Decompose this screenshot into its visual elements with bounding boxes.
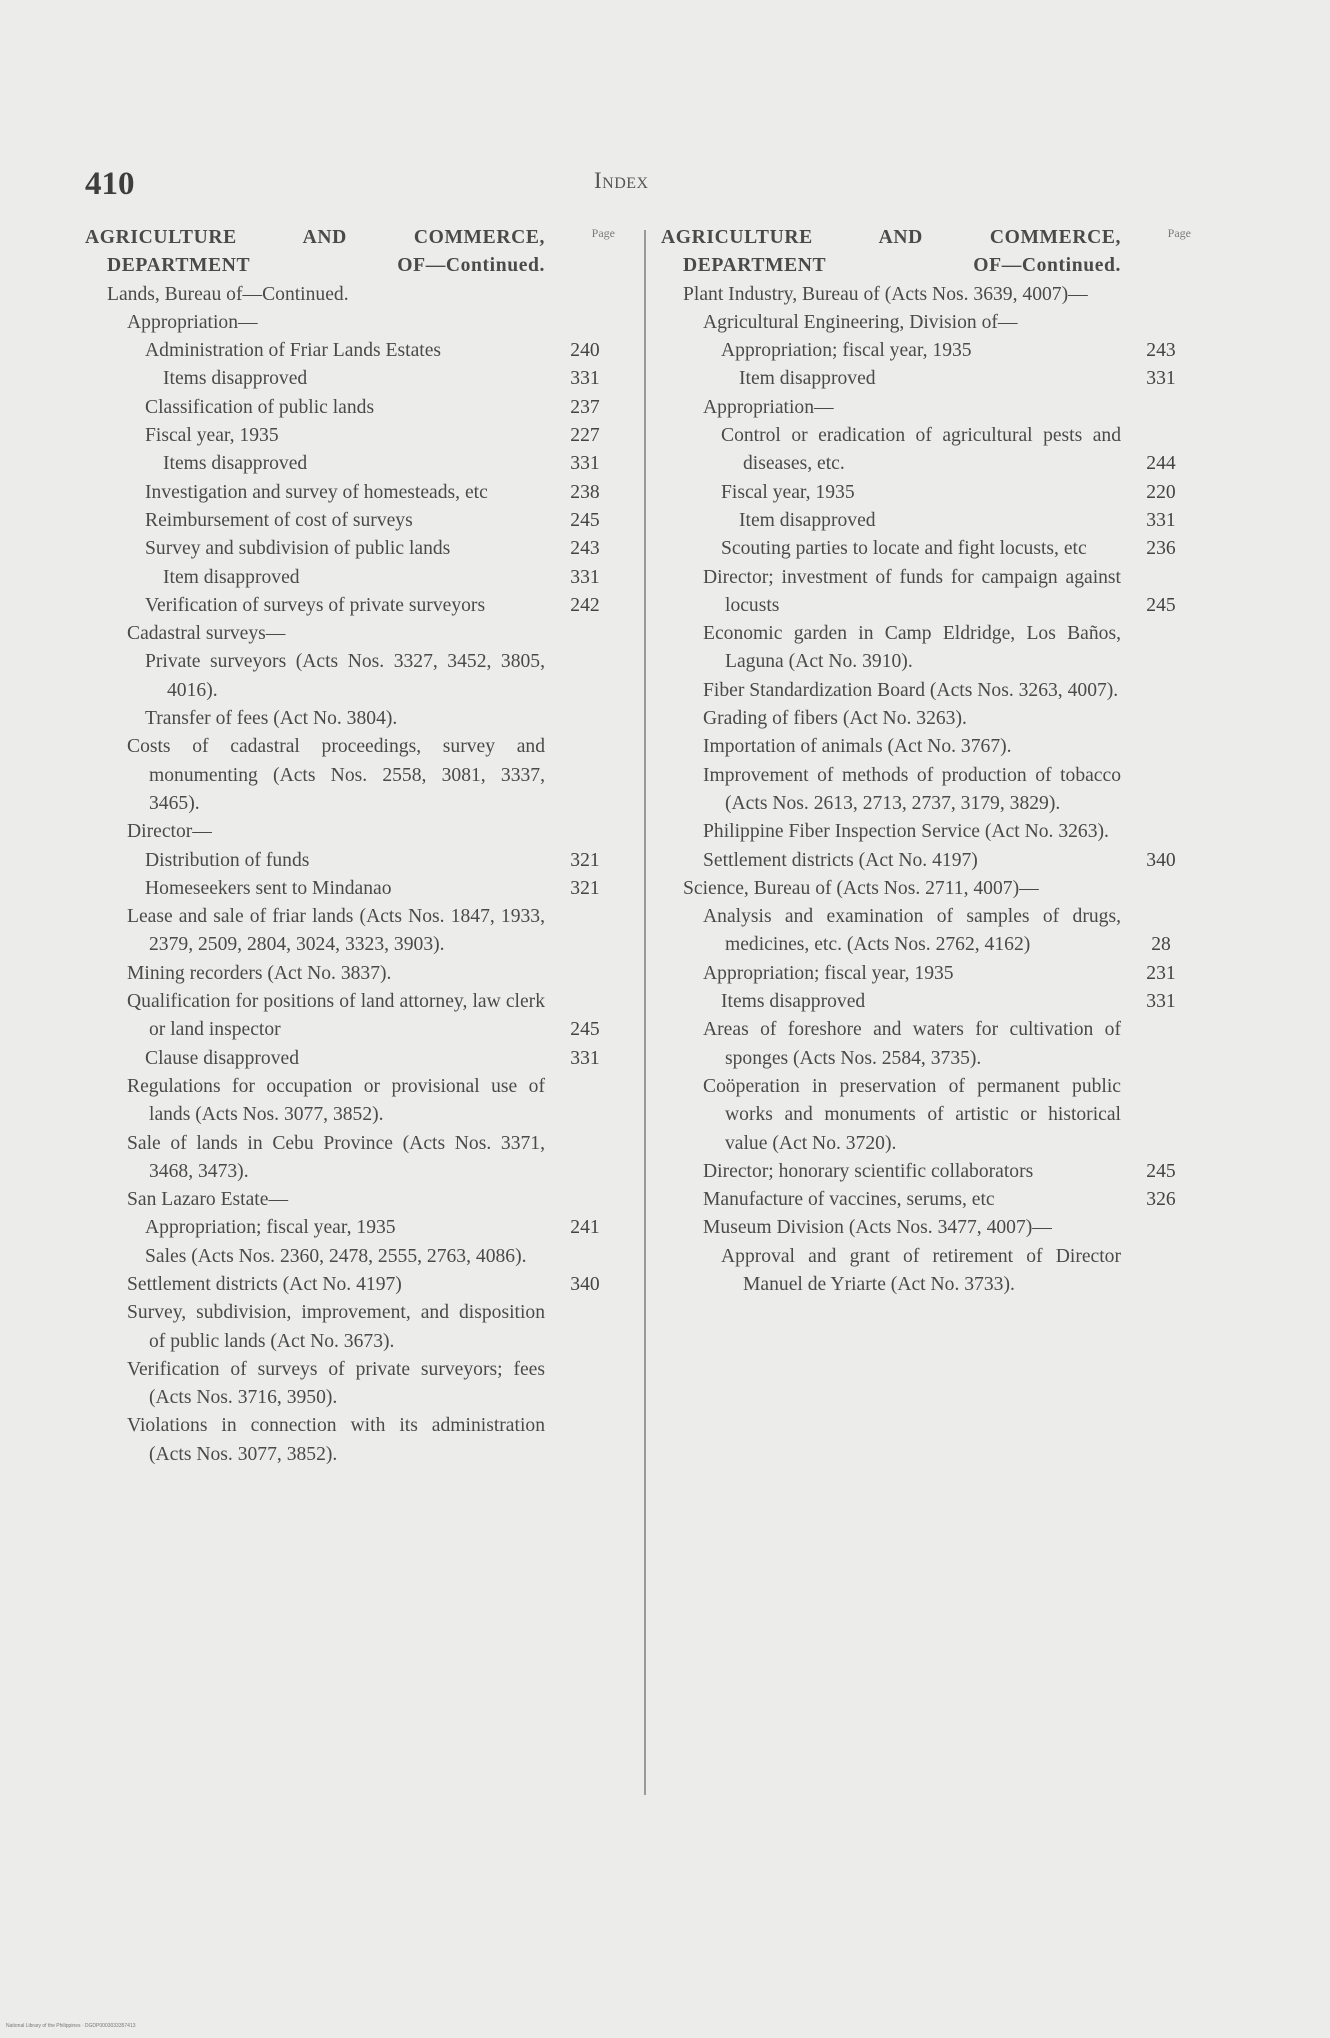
index-entry-text: Survey, subdivision, improvement, and disposition of public lands (Act No. 3673).	[127, 1302, 545, 1352]
index-entry	[661, 847, 1191, 875]
index-entry	[85, 1243, 615, 1271]
index-entry-text: Verification of surveys of private surveyors; fees (Acts Nos. 3716, 3950).	[127, 1358, 545, 1409]
index-entry-text: Analysis and examination of samples of drugs, medicines, etc. (Acts Nos. 2762, 4162)	[703, 906, 1121, 956]
index-entry	[85, 648, 615, 705]
index-entry	[661, 507, 1191, 535]
index-entry-text: Scouting parties to locate and fight locusts, etc	[721, 538, 1087, 560]
index-entry	[85, 1356, 615, 1413]
index-entry-text: Museum Division (Acts Nos. 3477, 4007)—	[703, 1217, 1052, 1239]
index-entry	[661, 394, 1191, 422]
index-entry-text: Plant Industry, Bureau of (Acts Nos. 3639, 4007)—	[683, 283, 1088, 305]
index-entry-text: Mining recorders (Act No. 3837).	[127, 962, 392, 984]
index-entry	[85, 903, 615, 960]
index-entry-text: Director; honorary scientific collaborators	[703, 1160, 1034, 1182]
index-entry	[661, 1214, 1191, 1242]
index-entry	[85, 535, 615, 563]
index-entry-text: Item disapproved	[739, 368, 876, 390]
index-entry	[85, 875, 615, 903]
index-entry	[661, 422, 1191, 479]
index-page-number: 227	[570, 425, 600, 447]
footer-credit: National Library of the Philippines · DGDP0003033357413	[6, 2023, 136, 2029]
index-entry	[85, 988, 615, 1045]
index-entry-text: Fiscal year, 1935	[721, 481, 855, 503]
index-entry	[661, 988, 1191, 1016]
index-entry	[661, 733, 1191, 761]
index-entry	[661, 960, 1191, 988]
index-page-number: 245	[570, 1019, 600, 1041]
index-entry	[85, 1271, 615, 1299]
index-entry-text: Fiber Standardization Board (Acts Nos. 3263, 4007).	[703, 679, 1119, 701]
index-entry	[85, 450, 615, 478]
index-page-number: 245	[570, 509, 600, 531]
index-page-number: 331	[1146, 509, 1176, 531]
index-entry	[85, 309, 615, 337]
page-number: 410	[85, 166, 135, 202]
index-entry	[85, 733, 615, 818]
running-head: Index	[594, 168, 649, 193]
index-page-number: 331	[570, 566, 600, 588]
index-entry	[661, 677, 1191, 705]
index-entry	[661, 479, 1191, 507]
index-entry-text: Appropriation—	[127, 311, 258, 333]
index-entry-text: Manufacture of vaccines, serums, etc	[703, 1189, 995, 1211]
index-entry-text: Appropriation—	[703, 396, 834, 418]
index-page-number: 340	[1146, 849, 1176, 871]
index-entry-text: Sale of lands in Cebu Province (Acts Nos. 3371, 3468, 3473).	[127, 1132, 545, 1182]
index-entry-text: Approval and grant of retirement of Director Manuel de Yriarte (Act No. 3733).	[721, 1245, 1121, 1295]
index-entry	[661, 1073, 1191, 1158]
index-entry	[85, 960, 615, 988]
index-page-number: 240	[570, 340, 600, 362]
index-page-number: 28	[1151, 934, 1171, 956]
index-entry-text: Lands, Bureau of—Continued.	[107, 283, 349, 305]
column-divider	[644, 230, 646, 1795]
index-entry-text: Appropriation; fiscal year, 1935	[703, 962, 954, 984]
index-entry-text: Clause disapproved	[145, 1047, 299, 1069]
index-page-number: 242	[570, 594, 600, 616]
index-entry	[85, 1045, 615, 1073]
index-entry	[661, 337, 1191, 365]
index-page-number: 340	[570, 1273, 600, 1295]
index-page-number: 331	[1146, 368, 1176, 390]
index-entry-text: Fiscal year, 1935	[145, 425, 279, 447]
index-entry-text: Settlement districts (Act No. 4197)	[703, 849, 978, 871]
page-column-label-left: Page	[591, 226, 615, 240]
right-column	[661, 224, 1191, 1299]
index-entry-text: Cadastral surveys—	[127, 623, 286, 645]
index-page-number: 243	[1146, 340, 1176, 362]
index-entry-text: Private surveyors (Acts Nos. 3327, 3452, 3805, 4016).	[145, 651, 545, 701]
index-entry-text: Agricultural Engineering, Division of—	[703, 311, 1018, 333]
index-entry-text: Qualification for positions of land attorney, law clerk or land inspector	[127, 991, 545, 1041]
index-page-number: 331	[570, 368, 600, 390]
index-entry	[85, 394, 615, 422]
index-page-number: 220	[1146, 481, 1176, 503]
index-page-number: 245	[1146, 1160, 1176, 1182]
index-entry-text: Violations in connection with its administration (Acts Nos. 3077, 3852).	[127, 1415, 545, 1465]
index-entry-text: Improvement of methods of production of tobacco (Acts Nos. 2613, 2713, 2737, 3179, 3829).	[703, 764, 1121, 814]
index-page-number: 331	[570, 453, 600, 475]
index-entry	[661, 875, 1191, 903]
index-page-number: 238	[570, 481, 600, 503]
index-entry	[661, 1158, 1191, 1186]
index-page-number: 236	[1146, 538, 1176, 560]
index-entry-text: Item disapproved	[739, 509, 876, 531]
index-entry	[661, 818, 1191, 846]
index-entry-text: Sales (Acts Nos. 2360, 2478, 2555, 2763, 4086).	[145, 1245, 527, 1267]
index-entry	[661, 903, 1191, 960]
index-entry-text: Importation of animals (Act No. 3767).	[703, 736, 1012, 758]
index-entry-text: AGRICULTURE AND COMMERCE, DEPARTMENT OF—Continued.	[661, 227, 1121, 277]
index-entry	[661, 365, 1191, 393]
index-entry-text: Items disapproved	[163, 453, 308, 475]
index-entry	[85, 847, 615, 875]
index-entry	[85, 564, 615, 592]
index-entry-text: Verification of surveys of private surveyors	[145, 594, 486, 616]
index-page-number: 245	[1146, 594, 1176, 616]
index-page-number: 231	[1146, 962, 1176, 984]
index-entry-text: Distribution of funds	[145, 849, 310, 871]
index-entry-text: Items disapproved	[163, 368, 308, 390]
index-page-number: 237	[570, 396, 600, 418]
page-column-label-right: Page	[1167, 226, 1191, 240]
index-entry-text: Transfer of fees (Act No. 3804).	[145, 708, 398, 730]
index-entry	[661, 1016, 1191, 1073]
index-entry	[661, 564, 1191, 621]
index-entry	[85, 507, 615, 535]
index-entry	[661, 1186, 1191, 1214]
index-entry-text: Science, Bureau of (Acts Nos. 2711, 4007)—	[683, 877, 1039, 899]
index-entry	[661, 309, 1191, 337]
index-entry	[661, 281, 1191, 309]
index-entry-text: Economic garden in Camp Eldridge, Los Baños, Laguna (Act No. 3910).	[703, 623, 1121, 673]
index-entry-text: Classification of public lands	[145, 396, 375, 418]
index-page-number: 326	[1146, 1189, 1176, 1211]
index-entry-text: Settlement districts (Act No. 4197)	[127, 1273, 402, 1295]
index-entry-text: Areas of foreshore and waters for cultivation of sponges (Acts Nos. 2584, 3735).	[703, 1019, 1121, 1069]
index-entry	[85, 1073, 615, 1130]
index-entry	[661, 1243, 1191, 1300]
index-entry	[661, 705, 1191, 733]
index-heading	[661, 224, 1191, 281]
index-entry	[85, 1299, 615, 1356]
index-entry-text: Lease and sale of friar lands (Acts Nos. 1847, 1933, 2379, 2509, 2804, 3024, 3323, 3903).	[127, 906, 545, 956]
index-entry	[661, 762, 1191, 819]
index-entry-text: Investigation and survey of homesteads, etc	[145, 481, 488, 503]
index-entry-text: AGRICULTURE AND COMMERCE, DEPARTMENT OF—Continued.	[85, 227, 545, 277]
index-entry	[85, 365, 615, 393]
index-entry-text: Director—	[127, 821, 212, 843]
left-column	[85, 224, 615, 1469]
index-entry-text: Costs of cadastral proceedings, survey and monumenting (Acts Nos. 2558, 3081, 3337, 3465).	[127, 736, 545, 814]
index-entry-text: Items disapproved	[721, 991, 866, 1013]
index-entry	[85, 337, 615, 365]
index-entry	[85, 479, 615, 507]
index-entry-text: Survey and subdivision of public lands	[145, 538, 451, 560]
index-entry	[85, 620, 615, 648]
index-entry-text: Regulations for occupation or provisional use of lands (Acts Nos. 3077, 3852).	[127, 1075, 545, 1126]
index-entry-text: Philippine Fiber Inspection Service (Act No. 3263).	[703, 821, 1109, 843]
index-entry	[661, 620, 1191, 677]
index-entry-text: Coöperation in preservation of permanent public works and monuments of artistic or historical value (Act No. 3720).	[703, 1075, 1121, 1154]
index-entry-text: Administration of Friar Lands Estates	[145, 340, 442, 362]
index-entry	[85, 592, 615, 620]
index-page-number: 321	[570, 877, 600, 899]
index-entry-text: Grading of fibers (Act No. 3263).	[703, 708, 967, 730]
index-heading	[85, 224, 615, 281]
index-entry-text: Reimbursement of cost of surveys	[145, 509, 413, 531]
index-entry-text: Appropriation; fiscal year, 1935	[145, 1217, 396, 1239]
index-entry	[85, 422, 615, 450]
index-page-number: 321	[570, 849, 600, 871]
index-entry	[85, 281, 615, 309]
index-entry	[85, 818, 615, 846]
index-entry-text: Item disapproved	[163, 566, 300, 588]
index-entry	[85, 1130, 615, 1187]
index-page-number: 331	[570, 1047, 600, 1069]
index-entry	[85, 1412, 615, 1469]
index-entry	[85, 705, 615, 733]
index-entry-text: San Lazaro Estate—	[127, 1189, 289, 1211]
index-entry	[85, 1186, 615, 1214]
index-entry	[85, 1214, 615, 1242]
index-entry-text: Appropriation; fiscal year, 1935	[721, 340, 972, 362]
index-entry	[661, 535, 1191, 563]
index-page-number: 241	[570, 1217, 600, 1239]
index-entry-text: Director; investment of funds for campaign against locusts	[703, 566, 1121, 616]
index-page-number: 244	[1146, 453, 1176, 475]
index-entry-text: Control or eradication of agricultural pests and diseases, etc.	[721, 425, 1121, 475]
index-entry-text: Homeseekers sent to Mindanao	[145, 877, 392, 899]
index-page-number: 331	[1146, 991, 1176, 1013]
index-page-number: 243	[570, 538, 600, 560]
